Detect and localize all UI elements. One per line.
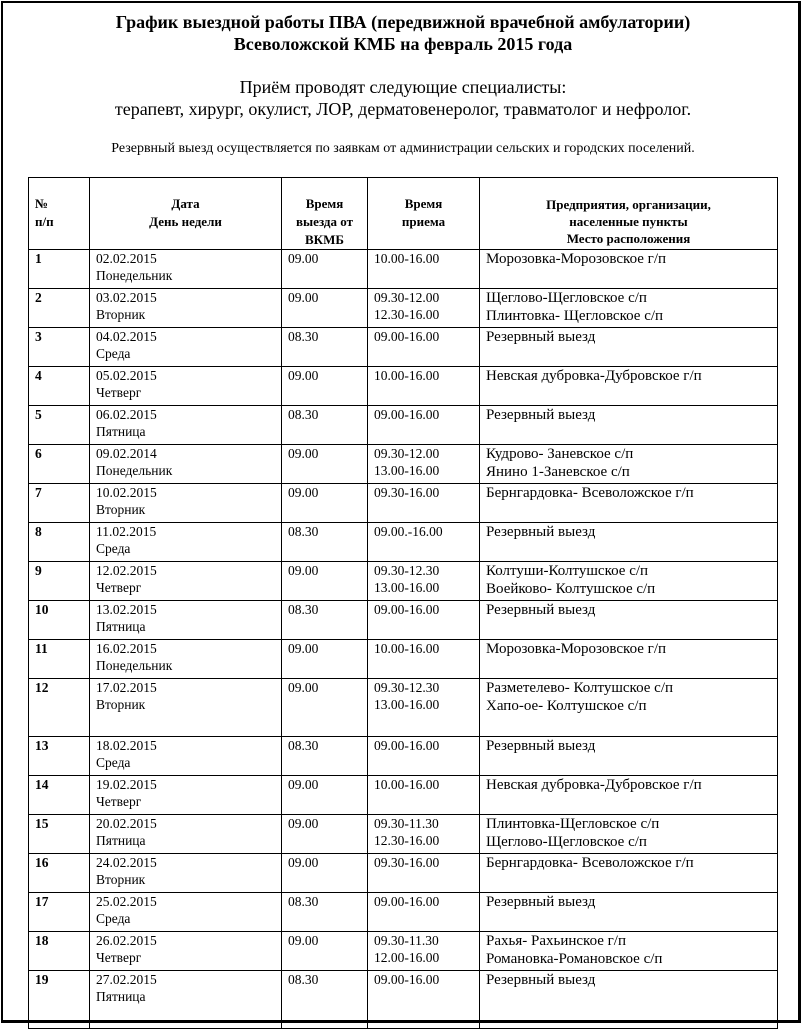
row-date: 19.02.2015 — [96, 777, 157, 792]
row-reception-time: 10.00-16.00 — [374, 251, 440, 266]
row-reception-time: 09.30-16.00 — [374, 485, 440, 500]
row-reception-time: 09.00-16.00 — [374, 894, 440, 909]
table-row — [29, 854, 778, 893]
header-reception-line: Время — [404, 196, 443, 211]
table-row — [29, 445, 778, 484]
row-date: 02.02.2015 — [96, 251, 157, 266]
row-place-cell — [480, 737, 778, 776]
row-date: 16.02.2015 — [96, 641, 157, 656]
header-date-line: Дата — [171, 196, 200, 211]
header-num-line: п/п — [35, 214, 54, 229]
row-place: Резервный выезд — [486, 972, 596, 988]
row-date-cell — [90, 893, 282, 932]
row-departure-time: 09.00 — [282, 854, 368, 893]
page-title-line-2: Всеволожской КМБ на февраль 2015 года — [233, 34, 573, 54]
row-number: 10 — [29, 601, 90, 640]
header-reception — [368, 178, 480, 250]
row-place-cell — [480, 289, 778, 328]
row-place-2: Хапо-ое- Колтушское с/п — [486, 698, 647, 714]
row-date: 09.02.2014 — [96, 446, 157, 461]
row-reception-time: 09.30-12.00 — [374, 290, 440, 305]
row-date-cell — [90, 445, 282, 484]
row-reception-cell — [368, 250, 480, 289]
table-row — [29, 406, 778, 445]
row-place-cell — [480, 971, 778, 1029]
header-place-line: населенные пункты — [569, 214, 688, 229]
row-departure-time: 09.00 — [282, 815, 368, 854]
row-reception-time: 09.00-16.00 — [374, 329, 440, 344]
row-departure-time: 09.00 — [282, 445, 368, 484]
row-place: Резервный выезд — [486, 894, 596, 910]
row-departure-time: 08.30 — [282, 601, 368, 640]
row-place: Колтуши-Колтушское с/п — [486, 563, 649, 579]
row-reception-cell — [368, 932, 480, 971]
row-place: Морозовка-Морозовское г/п — [486, 251, 667, 267]
row-place-cell — [480, 854, 778, 893]
row-weekday: Пятница — [96, 424, 146, 439]
row-date-cell — [90, 406, 282, 445]
row-weekday: Вторник — [96, 872, 146, 887]
row-date-cell — [90, 523, 282, 562]
row-reception-time-2: 12.00-16.00 — [374, 950, 440, 965]
row-number: 1 — [29, 250, 90, 289]
header-place — [480, 178, 778, 250]
schedule-table — [28, 177, 778, 1029]
row-place-cell — [480, 893, 778, 932]
row-reception-cell — [368, 776, 480, 815]
table-row — [29, 562, 778, 601]
row-departure-time: 09.00 — [282, 776, 368, 815]
row-date: 05.02.2015 — [96, 368, 157, 383]
row-reception-time: 09.00-16.00 — [374, 972, 440, 987]
row-reception-cell — [368, 523, 480, 562]
table-row — [29, 289, 778, 328]
row-date: 04.02.2015 — [96, 329, 157, 344]
row-place: Невская дубровка-Дубровское г/п — [486, 368, 702, 384]
page-title-line-1: График выездной работы ПВА (передвижной врачебной амбулатории) — [115, 12, 691, 32]
row-departure-time: 08.30 — [282, 737, 368, 776]
table-row — [29, 932, 778, 971]
row-number: 8 — [29, 523, 90, 562]
row-weekday: Понедельник — [96, 268, 173, 283]
row-weekday: Четверг — [96, 580, 142, 595]
row-reception-time: 09.00-16.00 — [374, 602, 440, 617]
row-reception-cell — [368, 367, 480, 406]
row-number: 9 — [29, 562, 90, 601]
table-row — [29, 484, 778, 523]
row-date-cell — [90, 971, 282, 1029]
row-number: 12 — [29, 679, 90, 737]
row-date: 12.02.2015 — [96, 563, 157, 578]
row-date: 24.02.2015 — [96, 855, 157, 870]
row-place: Бернгардовка- Всеволожское г/п — [486, 485, 694, 501]
table-row — [29, 737, 778, 776]
row-date-cell — [90, 289, 282, 328]
row-weekday: Пятница — [96, 619, 146, 634]
row-date: 25.02.2015 — [96, 894, 157, 909]
row-number: 14 — [29, 776, 90, 815]
header-place-line: Предприятия, организации, — [546, 197, 711, 212]
row-date-cell — [90, 854, 282, 893]
row-date: 03.02.2015 — [96, 290, 157, 305]
header-date-line: День недели — [149, 214, 222, 229]
row-number: 17 — [29, 893, 90, 932]
row-number: 18 — [29, 932, 90, 971]
row-place-cell — [480, 815, 778, 854]
row-date: 18.02.2015 — [96, 738, 157, 753]
row-reception-time-2: 13.00-16.00 — [374, 463, 440, 478]
row-place-cell — [480, 484, 778, 523]
row-reception-cell — [368, 289, 480, 328]
row-date-cell — [90, 601, 282, 640]
row-reception-time-2: 13.00-16.00 — [374, 697, 440, 712]
row-reception-cell — [368, 679, 480, 737]
row-place-cell — [480, 776, 778, 815]
row-place: Бернгардовка- Всеволожское г/п — [486, 855, 694, 871]
table-row — [29, 601, 778, 640]
row-weekday: Пятница — [96, 833, 146, 848]
header-departure — [282, 178, 368, 250]
row-date: 10.02.2015 — [96, 485, 157, 500]
row-place: Кудрово- Заневское с/п — [486, 446, 634, 462]
row-place-2: Щеглово-Щегловское с/п — [486, 834, 647, 850]
row-reception-time-2: 13.00-16.00 — [374, 580, 440, 595]
row-place-cell — [480, 932, 778, 971]
row-date-cell — [90, 250, 282, 289]
row-reception-cell — [368, 484, 480, 523]
header-departure-line: выезда от — [296, 214, 353, 229]
row-reception-cell — [368, 815, 480, 854]
row-departure-time: 09.00 — [282, 932, 368, 971]
specialists-list: терапевт, хирург, окулист, ЛОР, дерматовенеролог, травматолог и нефролог. — [114, 99, 692, 119]
row-date: 06.02.2015 — [96, 407, 157, 422]
table-row — [29, 815, 778, 854]
row-departure-time: 08.30 — [282, 893, 368, 932]
table-row — [29, 250, 778, 289]
header-departure-line: Время — [305, 196, 344, 211]
row-reception-time: 09.30-12.30 — [374, 680, 440, 695]
header-num-line: № — [35, 196, 49, 211]
row-reception-time: 09.00.-16.00 — [374, 524, 443, 539]
row-departure-time: 09.00 — [282, 679, 368, 737]
row-date-cell — [90, 776, 282, 815]
row-date: 20.02.2015 — [96, 816, 157, 831]
row-date: 27.02.2015 — [96, 972, 157, 987]
row-weekday: Среда — [96, 755, 131, 770]
row-date: 17.02.2015 — [96, 680, 157, 695]
table-row — [29, 971, 778, 1029]
row-departure-time: 09.00 — [282, 289, 368, 328]
row-reception-time-2: 12.30-16.00 — [374, 307, 440, 322]
row-place: Резервный выезд — [486, 524, 596, 540]
row-number: 11 — [29, 640, 90, 679]
row-weekday: Вторник — [96, 502, 146, 517]
table-row — [29, 679, 778, 737]
row-number: 5 — [29, 406, 90, 445]
row-date-cell — [90, 484, 282, 523]
row-reception-time: 09.30-12.30 — [374, 563, 440, 578]
row-weekday: Среда — [96, 346, 131, 361]
row-reception-cell — [368, 737, 480, 776]
row-reception-cell — [368, 893, 480, 932]
row-place-2: Романовка-Романовское с/п — [486, 951, 663, 967]
row-number: 2 — [29, 289, 90, 328]
row-number: 15 — [29, 815, 90, 854]
row-date: 11.02.2015 — [96, 524, 157, 539]
row-departure-time: 08.30 — [282, 328, 368, 367]
row-departure-time: 09.00 — [282, 484, 368, 523]
row-weekday: Понедельник — [96, 463, 173, 478]
row-date: 26.02.2015 — [96, 933, 157, 948]
row-number: 19 — [29, 971, 90, 1029]
row-weekday: Четверг — [96, 385, 142, 400]
row-place-cell — [480, 601, 778, 640]
row-place: Невская дубровка-Дубровское г/п — [486, 777, 702, 793]
row-date: 13.02.2015 — [96, 602, 157, 617]
row-date-cell — [90, 815, 282, 854]
row-place: Рахья- Рахьинское г/п — [486, 933, 627, 949]
row-departure-time: 09.00 — [282, 640, 368, 679]
row-place-cell — [480, 328, 778, 367]
table-row — [29, 776, 778, 815]
row-place: Плинтовка-Щегловское с/п — [486, 816, 660, 832]
row-date-cell — [90, 679, 282, 737]
header-reception-line: приема — [401, 214, 446, 229]
row-place: Резервный выезд — [486, 738, 596, 754]
row-reception-time-2: 12.30-16.00 — [374, 833, 440, 848]
row-number: 6 — [29, 445, 90, 484]
row-reception-time: 10.00-16.00 — [374, 641, 440, 656]
row-place: Морозовка-Морозовское г/п — [486, 641, 667, 657]
row-reception-cell — [368, 854, 480, 893]
row-reception-cell — [368, 328, 480, 367]
row-weekday: Среда — [96, 911, 131, 926]
table-header-row — [29, 178, 778, 250]
row-reception-time: 10.00-16.00 — [374, 777, 440, 792]
row-departure-time: 08.30 — [282, 971, 368, 1029]
row-reception-cell — [368, 445, 480, 484]
row-number: 16 — [29, 854, 90, 893]
row-place-2: Плинтовка- Щегловское с/п — [486, 308, 664, 324]
table-row — [29, 640, 778, 679]
row-number: 4 — [29, 367, 90, 406]
row-reception-time: 09.30-11.30 — [374, 816, 439, 831]
table-row — [29, 893, 778, 932]
row-date-cell — [90, 367, 282, 406]
header-departure-line: ВКМБ — [305, 232, 344, 247]
row-place-cell — [480, 367, 778, 406]
row-reception-time: 09.30-11.30 — [374, 933, 439, 948]
row-reception-cell — [368, 640, 480, 679]
row-place: Резервный выезд — [486, 407, 596, 423]
row-reception-cell — [368, 406, 480, 445]
row-date-cell — [90, 932, 282, 971]
header-place-line: Место расположения — [566, 231, 691, 246]
row-weekday: Четверг — [96, 794, 142, 809]
row-departure-time: 08.30 — [282, 406, 368, 445]
row-place-cell — [480, 679, 778, 737]
row-weekday: Среда — [96, 541, 131, 556]
header-num — [29, 178, 90, 250]
row-place: Резервный выезд — [486, 329, 596, 345]
row-number: 7 — [29, 484, 90, 523]
row-date-cell — [90, 640, 282, 679]
row-place-2: Воейково- Колтушское с/п — [486, 581, 656, 597]
row-place-cell — [480, 640, 778, 679]
row-date-cell — [90, 328, 282, 367]
row-reception-time: 09.00-16.00 — [374, 738, 440, 753]
row-place-cell — [480, 562, 778, 601]
row-reception-time: 09.00-16.00 — [374, 407, 440, 422]
table-row — [29, 328, 778, 367]
row-number: 13 — [29, 737, 90, 776]
row-date-cell — [90, 737, 282, 776]
row-place-cell — [480, 523, 778, 562]
row-number: 3 — [29, 328, 90, 367]
row-reception-time: 09.30-12.00 — [374, 446, 440, 461]
row-departure-time: 09.00 — [282, 250, 368, 289]
row-reception-cell — [368, 971, 480, 1029]
row-place-cell — [480, 406, 778, 445]
reserve-note: Резервный выезд осуществляется по заявкам от администрации сельских и городских поселений. — [111, 141, 695, 156]
row-departure-time: 09.00 — [282, 562, 368, 601]
table-row — [29, 523, 778, 562]
row-reception-cell — [368, 562, 480, 601]
row-reception-time: 10.00-16.00 — [374, 368, 440, 383]
row-place-cell — [480, 445, 778, 484]
header-date — [90, 178, 282, 250]
row-departure-time: 08.30 — [282, 523, 368, 562]
row-place: Разметелево- Колтушское с/п — [486, 680, 674, 696]
row-place: Резервный выезд — [486, 602, 596, 618]
row-departure-time: 09.00 — [282, 367, 368, 406]
specialists-heading: Приём проводят следующие специалисты: — [239, 77, 567, 97]
row-reception-cell — [368, 601, 480, 640]
table-row — [29, 367, 778, 406]
row-weekday: Четверг — [96, 950, 142, 965]
row-place-2: Янино 1-Заневское с/п — [486, 464, 630, 480]
row-date-cell — [90, 562, 282, 601]
row-weekday: Пятница — [96, 989, 146, 1004]
row-place: Щеглово-Щегловское с/п — [486, 290, 647, 306]
row-place-cell — [480, 250, 778, 289]
row-weekday: Понедельник — [96, 658, 173, 673]
row-weekday: Вторник — [96, 697, 146, 712]
row-reception-time: 09.30-16.00 — [374, 855, 440, 870]
row-weekday: Вторник — [96, 307, 146, 322]
